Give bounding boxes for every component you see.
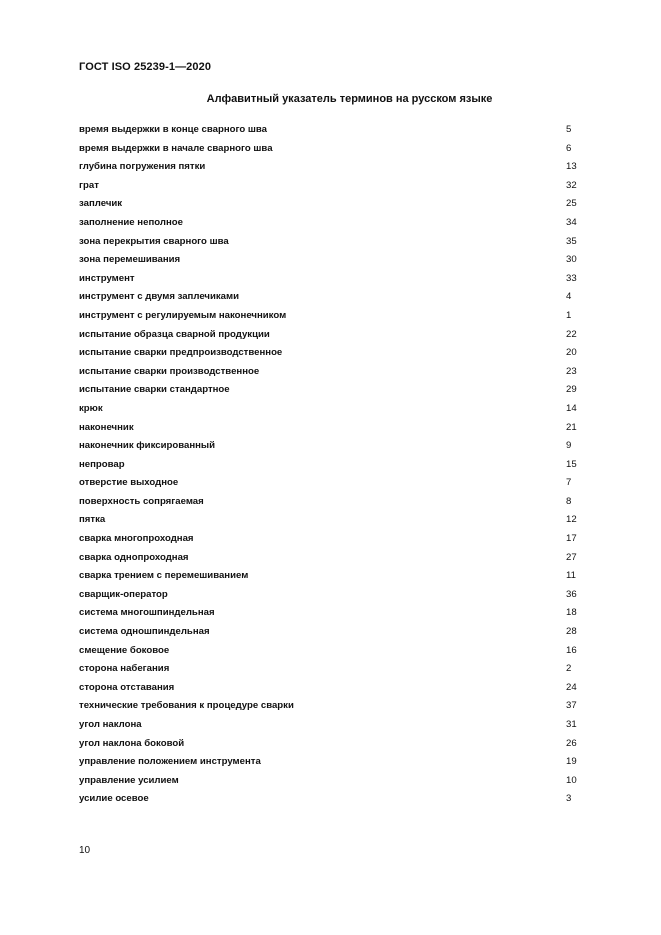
index-entry <box>79 719 579 738</box>
index-entry <box>79 496 579 515</box>
index-entry-term: крюк <box>79 402 103 414</box>
index-entry <box>79 514 579 533</box>
index-entry <box>79 329 579 348</box>
index-entry <box>79 570 579 589</box>
index-entry <box>79 440 579 459</box>
index-entry-number: 6 <box>566 142 572 154</box>
index-entry <box>79 589 579 608</box>
index-entry-number: 26 <box>566 737 577 749</box>
index-entry-number: 24 <box>566 681 577 693</box>
index-entry <box>79 143 579 162</box>
index-entry-number: 20 <box>566 347 577 359</box>
index-entry <box>79 422 579 441</box>
index-entry-number: 31 <box>566 719 577 730</box>
index-entry-term: сторона набегания <box>79 663 170 675</box>
index-entry-number: 28 <box>566 626 577 638</box>
index-entry-term: грат <box>79 179 99 191</box>
index-entry <box>79 366 579 385</box>
index-entry-term: испытание сварки производственное <box>79 365 260 377</box>
index-entry-number: 18 <box>566 607 577 619</box>
index-entry <box>79 347 579 366</box>
index-entry <box>79 310 579 329</box>
index-entry <box>79 161 579 180</box>
index-entry-term: усилие осевое <box>79 793 149 805</box>
index-entry-term: сварка однопроходная <box>79 551 189 563</box>
index-entry-number: 7 <box>566 477 572 489</box>
index-entry-term: испытание образца сварной продукции <box>79 328 270 340</box>
index-entry-number: 14 <box>566 402 577 414</box>
index-entry <box>79 533 579 552</box>
term-index-list <box>79 124 579 812</box>
index-entry-number: 10 <box>566 774 577 786</box>
index-entry-term: технические требования к процедуре сварки <box>79 700 294 712</box>
index-entry-number: 30 <box>566 254 577 266</box>
index-entry <box>79 626 579 645</box>
index-entry <box>79 682 579 701</box>
index-entry-number: 2 <box>566 663 572 675</box>
index-entry-term: инструмент с двумя заплечиками <box>79 291 240 303</box>
index-entry-number: 34 <box>566 216 577 228</box>
index-entry-term: сторона отставания <box>79 681 175 693</box>
index-entry-term: заплечик <box>79 198 123 210</box>
index-entry-term: испытание сварки предпроизводственное <box>79 347 283 359</box>
index-entry <box>79 384 579 403</box>
index-entry <box>79 775 579 794</box>
index-entry <box>79 738 579 757</box>
index-entry <box>79 793 579 812</box>
index-entry-term: пятка <box>79 514 106 526</box>
index-entry-term: зона перекрытия сварного шва <box>79 235 229 247</box>
index-entry-term: наконечник фиксированный <box>79 440 215 452</box>
index-entry <box>79 700 579 719</box>
index-entry-term: сварка трением с перемешиванием <box>79 570 249 582</box>
index-entry-number: 25 <box>566 198 577 210</box>
index-entry <box>79 645 579 664</box>
index-entry <box>79 403 579 422</box>
index-entry-term: управление усилием <box>79 774 179 786</box>
index-entry <box>79 236 579 255</box>
index-entry-number: 33 <box>566 272 577 284</box>
index-entry-term: время выдержки в конце сварного шва <box>79 124 267 135</box>
index-entry-term: зона перемешивания <box>79 254 181 266</box>
index-entry-term: заполнение неполное <box>79 216 183 228</box>
index-entry-number: 27 <box>566 551 577 563</box>
index-entry <box>79 217 579 236</box>
index-entry-number: 36 <box>566 588 577 600</box>
index-entry <box>79 180 579 199</box>
index-entry-term: сварщик-оператор <box>79 588 168 600</box>
index-entry-number: 12 <box>566 514 577 526</box>
index-entry-number: 35 <box>566 235 577 247</box>
document-id: ГОСТ ISO 25239-1—2020 <box>79 61 212 73</box>
index-entry-term: наконечник <box>79 421 134 433</box>
index-entry-term: испытание сварки стандартное <box>79 384 230 396</box>
index-entry-term: управление положением инструмента <box>79 756 261 768</box>
index-entry-number: 3 <box>566 793 572 805</box>
index-entry-term: система многошпиндельная <box>79 607 215 619</box>
index-entry-term: смещение боковое <box>79 644 170 656</box>
index-entry-term: поверхность сопрягаемая <box>79 495 204 507</box>
index-entry-number: 19 <box>566 756 577 768</box>
index-entry <box>79 756 579 775</box>
index-entry-term: угол наклона <box>79 719 142 730</box>
index-entry-term: непровар <box>79 458 125 470</box>
page-number: 10 <box>79 845 91 856</box>
index-entry-number: 4 <box>566 291 572 303</box>
index-entry <box>79 254 579 273</box>
index-entry <box>79 273 579 292</box>
index-entry <box>79 459 579 478</box>
index-entry-term: сварка многопроходная <box>79 533 194 545</box>
index-entry-term: глубина погружения пятки <box>79 161 206 173</box>
index-entry-number: 8 <box>566 495 572 507</box>
index-entry-number: 29 <box>566 384 577 396</box>
index-entry-number: 37 <box>566 700 577 712</box>
index-entry-term: инструмент <box>79 272 135 284</box>
index-entry-number: 16 <box>566 644 577 656</box>
index-entry <box>79 291 579 310</box>
index-entry <box>79 198 579 217</box>
index-entry <box>79 124 579 143</box>
index-entry-number: 5 <box>566 124 572 135</box>
index-entry <box>79 552 579 571</box>
index-entry-number: 9 <box>566 440 572 452</box>
index-entry-term: угол наклона боковой <box>79 737 185 749</box>
index-entry-term: время выдержки в начале сварного шва <box>79 142 273 154</box>
index-entry-term: отверстие выходное <box>79 477 179 489</box>
index-entry-number: 32 <box>566 179 577 191</box>
index-entry-number: 21 <box>566 421 577 433</box>
index-entry-term: инструмент с регулируемым наконечником <box>79 309 287 321</box>
index-entry-number: 13 <box>566 161 577 173</box>
index-entry-number: 22 <box>566 328 577 340</box>
index-entry-term: система одношпиндельная <box>79 626 210 638</box>
index-title: Алфавитный указатель терминов на русском языке <box>206 93 493 105</box>
index-entry <box>79 663 579 682</box>
index-entry-number: 17 <box>566 533 577 545</box>
index-entry <box>79 477 579 496</box>
index-entry <box>79 607 579 626</box>
index-entry-number: 15 <box>566 458 577 470</box>
index-entry-number: 11 <box>566 570 576 582</box>
index-entry-number: 1 <box>566 309 572 321</box>
index-entry-number: 23 <box>566 365 577 377</box>
